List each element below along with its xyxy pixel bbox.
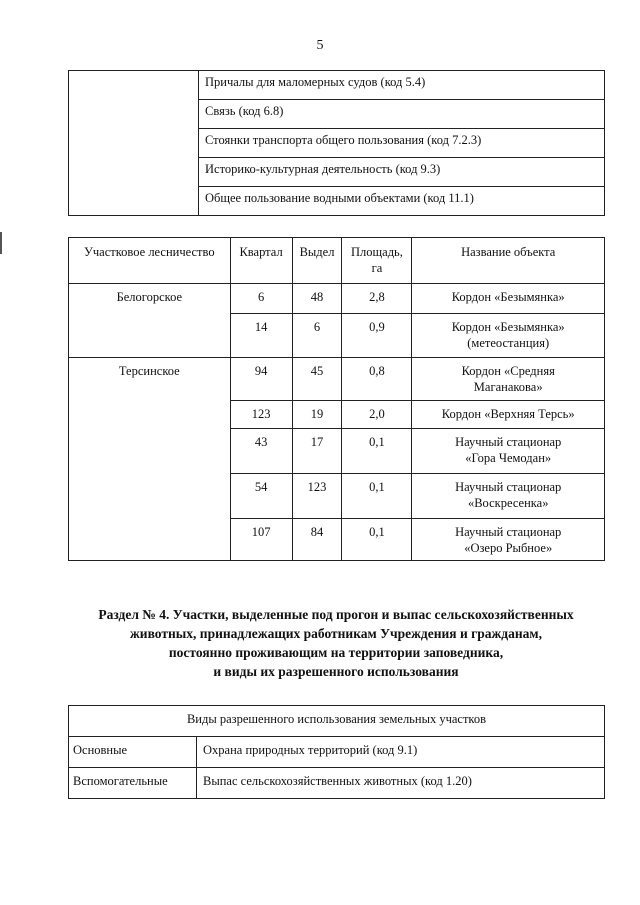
- section-heading-line: Раздел № 4. Участки, выделенные под прогон и выпас сельскохозяйственных: [98, 607, 574, 622]
- object-name-line1: Научный стационар: [455, 480, 562, 494]
- use-type-value: Охрана природных территорий (код 9.1): [197, 737, 605, 768]
- header-area: [342, 238, 412, 284]
- plot-cell: 19: [292, 401, 342, 429]
- permitted-uses-table: [68, 70, 605, 216]
- object-name-line1: Кордон «Верхняя Терсь»: [441, 407, 575, 421]
- quarter-cell: 14: [230, 314, 292, 358]
- use-cell: Историко-культурная деятельность (код 9.3): [199, 158, 605, 187]
- use-cell: Связь (код 6.8): [199, 100, 605, 129]
- object-name-cell: [412, 358, 605, 401]
- use-type-value: Выпас сельскохозяйственных животных (код 1.20): [197, 768, 605, 799]
- header-plot: Выдел: [292, 238, 342, 284]
- table-header-row: [69, 238, 605, 284]
- use-cell: Причалы для маломерных судов (код 5.4): [199, 71, 605, 100]
- section-heading-line: и виды их разрешенного использования: [213, 664, 459, 679]
- section-heading-line: животных, принадлежащих работникам Учреждения и гражданам,: [130, 626, 542, 641]
- table-row: [69, 284, 605, 314]
- section4-uses-table: [68, 705, 605, 799]
- object-name-line2: Маганакова»: [473, 380, 543, 394]
- table-header-row: [69, 706, 605, 737]
- table-row: [69, 768, 605, 799]
- object-name-cell: [412, 429, 605, 474]
- quarter-cell: 54: [230, 474, 292, 519]
- header-quarter: Квартал: [230, 238, 292, 284]
- plot-cell: 48: [292, 284, 342, 314]
- page-number: 5: [316, 38, 324, 53]
- object-name-line2: «Гора Чемодан»: [465, 451, 552, 465]
- area-cell: 0,1: [342, 429, 412, 474]
- object-name-cell: [412, 401, 605, 429]
- object-name-line2: «Озеро Рыбное»: [464, 541, 553, 555]
- use-type-label: Вспомогательные: [69, 768, 197, 799]
- header-area-line2: га: [371, 261, 383, 275]
- area-cell: 0,9: [342, 314, 412, 358]
- objects-table: [68, 237, 605, 561]
- quarter-cell: 123: [230, 401, 292, 429]
- object-name-line1: Кордон «Средняя: [461, 364, 555, 378]
- header-name: Название объекта: [412, 238, 605, 284]
- use-cell: Стоянки транспорта общего пользования (код 7.2.3): [199, 129, 605, 158]
- plot-cell: 84: [292, 519, 342, 561]
- empty-left-cell: [69, 71, 199, 216]
- object-name-line1: Кордон «Безымянка»: [451, 320, 565, 334]
- header-forestry: Участковое лесничество: [69, 238, 231, 284]
- plot-cell: 123: [292, 474, 342, 519]
- area-cell: 2,0: [342, 401, 412, 429]
- use-type-label: Основные: [69, 737, 197, 768]
- table-row: [69, 71, 605, 100]
- area-cell: 0,1: [342, 474, 412, 519]
- section-heading-line: постоянно проживающим на территории заповедника,: [168, 645, 504, 660]
- object-name-cell: [412, 284, 605, 314]
- quarter-cell: 107: [230, 519, 292, 561]
- object-name-cell: [412, 314, 605, 358]
- quarter-cell: 94: [230, 358, 292, 401]
- plot-cell: 6: [292, 314, 342, 358]
- area-cell: 0,1: [342, 519, 412, 561]
- table-row: [69, 737, 605, 768]
- section-heading: [62, 605, 610, 681]
- area-cell: 0,8: [342, 358, 412, 401]
- forestry-cell: Белогорское: [69, 284, 231, 358]
- object-name-line2: (метеостанция): [467, 336, 550, 350]
- object-name-line1: Кордон «Безымянка»: [451, 290, 565, 304]
- object-name-cell: [412, 474, 605, 519]
- forestry-cell: Терсинское: [69, 358, 231, 561]
- use-cell: Общее пользование водными объектами (код 11.1): [199, 187, 605, 216]
- table-row: [69, 358, 605, 401]
- area-cell: 2,8: [342, 284, 412, 314]
- plot-cell: 17: [292, 429, 342, 474]
- plot-cell: 45: [292, 358, 342, 401]
- object-name-line2: «Воскресенка»: [467, 496, 549, 510]
- object-name-line1: Научный стационар: [455, 525, 562, 539]
- object-name-cell: [412, 519, 605, 561]
- scan-edge-mark: [0, 232, 2, 254]
- quarter-cell: 43: [230, 429, 292, 474]
- table-header-cell: Виды разрешенного использования земельных участков: [69, 706, 605, 737]
- object-name-line1: Научный стационар: [455, 435, 562, 449]
- header-area-line1: Площадь,: [351, 245, 403, 259]
- quarter-cell: 6: [230, 284, 292, 314]
